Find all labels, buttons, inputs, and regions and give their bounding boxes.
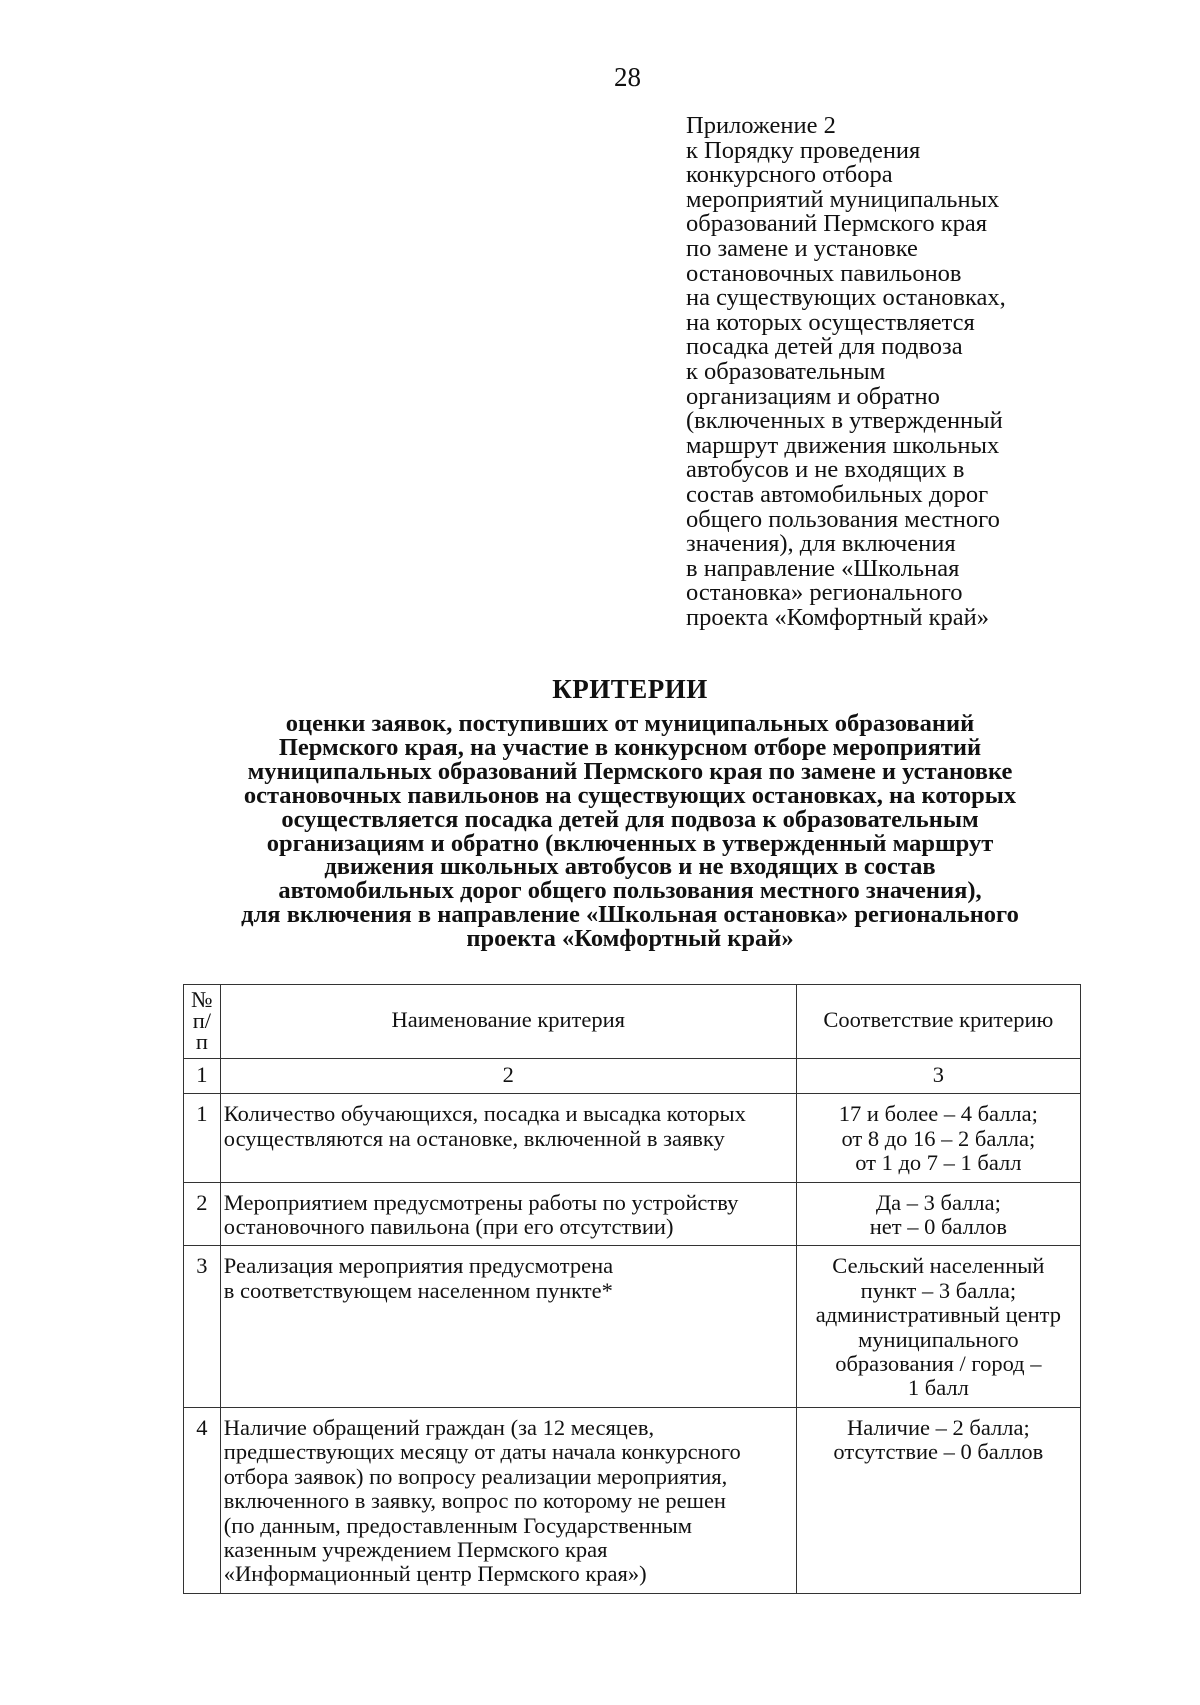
- appendix-line: остановочных павильонов: [686, 259, 962, 287]
- criterion-name-line: предшествующих месяцу от даты начала конкурсного: [223, 1439, 741, 1465]
- appendix-line: значения), для включения: [686, 530, 956, 558]
- criteria-table: [183, 984, 1081, 1594]
- column-numbers-row: [184, 1059, 1081, 1094]
- criterion-match-line: Да – 3 балла;: [875, 1189, 1001, 1215]
- criterion-name-line: (по данным, предоставленным Государственным: [223, 1512, 693, 1538]
- criterion-match-line: 17 и более – 4 балла;: [838, 1101, 1038, 1127]
- appendix-line: образований Пермского края: [686, 210, 988, 238]
- column-number: 3: [796, 1059, 1080, 1094]
- criterion-match-line: Наличие – 2 балла;: [846, 1414, 1030, 1440]
- criterion-match: [796, 1094, 1080, 1182]
- appendix-line: на которых осуществляется: [686, 308, 975, 336]
- criterion-name-line: осуществляются на остановке, включенной в заявку: [223, 1125, 725, 1151]
- appendix-block: [686, 114, 1106, 630]
- criterion-match-line: нет – 0 баллов: [869, 1214, 1007, 1240]
- header-num-bottom: п/п: [192, 1008, 212, 1054]
- criterion-name-line: включенного в заявку, вопрос по которому не решен: [223, 1488, 726, 1514]
- criterion-name-line: отбора заявок) по вопросу реализации мероприятия,: [223, 1463, 728, 1489]
- column-number: 1: [184, 1059, 221, 1094]
- appendix-line: на существующих остановках,: [686, 284, 1006, 312]
- table-row: [184, 1094, 1081, 1182]
- subtitle-line: движения школьных автобусов и не входящих в состав: [324, 853, 936, 881]
- appendix-line: автобусов и не входящих в: [686, 456, 965, 484]
- appendix-line: маршрут движения школьных: [686, 431, 1000, 459]
- criterion-match: [796, 1407, 1080, 1593]
- criterion-name-line: Реализация мероприятия предусмотрена: [223, 1253, 614, 1279]
- subtitle-line: Пермского края, на участие в конкурсном отборе мероприятий: [278, 733, 982, 761]
- appendix-line: проекта «Комфортный край»: [686, 603, 989, 631]
- table-row: [184, 1182, 1081, 1246]
- criterion-match-line: Сельский населенный: [832, 1253, 1045, 1279]
- subtitle-line: автомобильных дорог общего пользования местного значения),: [278, 877, 982, 905]
- appendix-line: (включенных в утвержденный: [686, 407, 1003, 435]
- header-num-top: №: [191, 987, 213, 1012]
- criterion-match-line: административный центр: [815, 1302, 1061, 1328]
- row-number: 3: [184, 1246, 221, 1407]
- appendix-line: к Порядку проведения: [686, 136, 921, 164]
- page-number: 28: [614, 62, 641, 92]
- criterion-match-line: 1 балл: [907, 1375, 969, 1401]
- criterion-match-line: образования / город –: [835, 1351, 1042, 1377]
- criterion-name-line: остановочного павильона (при его отсутствии): [223, 1214, 674, 1240]
- criterion-name-line: в соответствующем населенном пункте*: [223, 1277, 613, 1303]
- criterion-name-line: казенным учреждением Пермского края: [223, 1536, 608, 1562]
- table-header-row: [184, 985, 1081, 1059]
- header-criterion-match: Соответствие критерию: [796, 985, 1080, 1059]
- header-criterion-name: Наименование критерия: [220, 985, 796, 1059]
- header-num: [184, 985, 221, 1059]
- table-row: [184, 1407, 1081, 1593]
- row-number: 2: [184, 1182, 221, 1246]
- subtitle-line: оценки заявок, поступивших от муниципальных образований: [285, 710, 975, 737]
- document-subtitle: [160, 712, 1100, 951]
- criterion-name-line: «Информационный центр Пермского края»): [223, 1561, 647, 1587]
- row-number: 1: [184, 1094, 221, 1182]
- appendix-line: мероприятий муниципальных: [686, 185, 1000, 213]
- appendix-line: в направление «Школьная: [686, 554, 960, 582]
- subtitle-line: организациям и обратно (включенных в утвержденный маршрут: [266, 829, 994, 857]
- criterion-name: [220, 1246, 796, 1407]
- criterion-match-line: от 8 до 16 – 2 балла;: [841, 1125, 1036, 1151]
- criterion-name-line: Мероприятием предусмотрены работы по устройству: [223, 1189, 739, 1215]
- criterion-name-line: Количество обучающихся, посадка и высадка которых: [223, 1101, 746, 1127]
- criterion-match-line: от 1 до 7 – 1 балл: [855, 1150, 1022, 1176]
- subtitle-line: муниципальных образований Пермского края по замене и установке: [247, 757, 1013, 785]
- criterion-name-line: Наличие обращений граждан (за 12 месяцев,: [223, 1414, 655, 1440]
- column-number: 2: [220, 1059, 796, 1094]
- appendix-line: по замене и установке: [686, 234, 918, 262]
- criterion-match-line: муниципального: [858, 1326, 1019, 1352]
- criterion-name: [220, 1407, 796, 1593]
- document-title: КРИТЕРИИ: [552, 674, 708, 704]
- criterion-match: [796, 1182, 1080, 1246]
- appendix-line: общего пользования местного: [686, 505, 1000, 533]
- subtitle-line: для включения в направление «Школьная остановка» регионального: [241, 901, 1019, 929]
- criterion-match-line: пункт – 3 балла;: [860, 1277, 1017, 1303]
- appendix-line: Приложение 2: [686, 112, 836, 139]
- appendix-line: состав автомобильных дорог: [686, 480, 989, 508]
- appendix-line: организациям и обратно: [686, 382, 940, 410]
- row-number: 4: [184, 1407, 221, 1593]
- appendix-line: к образовательным: [686, 357, 886, 385]
- subtitle-line: остановочных павильонов на существующих остановках, на которых: [243, 781, 1017, 809]
- criterion-name: [220, 1094, 796, 1182]
- appendix-line: конкурсного отбора: [686, 161, 893, 189]
- criterion-name: [220, 1182, 796, 1246]
- criterion-match: [796, 1246, 1080, 1407]
- subtitle-line: осуществляется посадка детей для подвоза к образовательным: [281, 805, 979, 833]
- appendix-line: остановка» регионального: [686, 579, 963, 607]
- subtitle-line: проекта «Комфортный край»: [466, 925, 794, 953]
- criterion-match-line: отсутствие – 0 баллов: [833, 1439, 1044, 1465]
- appendix-line: посадка детей для подвоза: [686, 333, 963, 361]
- table-row: [184, 1246, 1081, 1407]
